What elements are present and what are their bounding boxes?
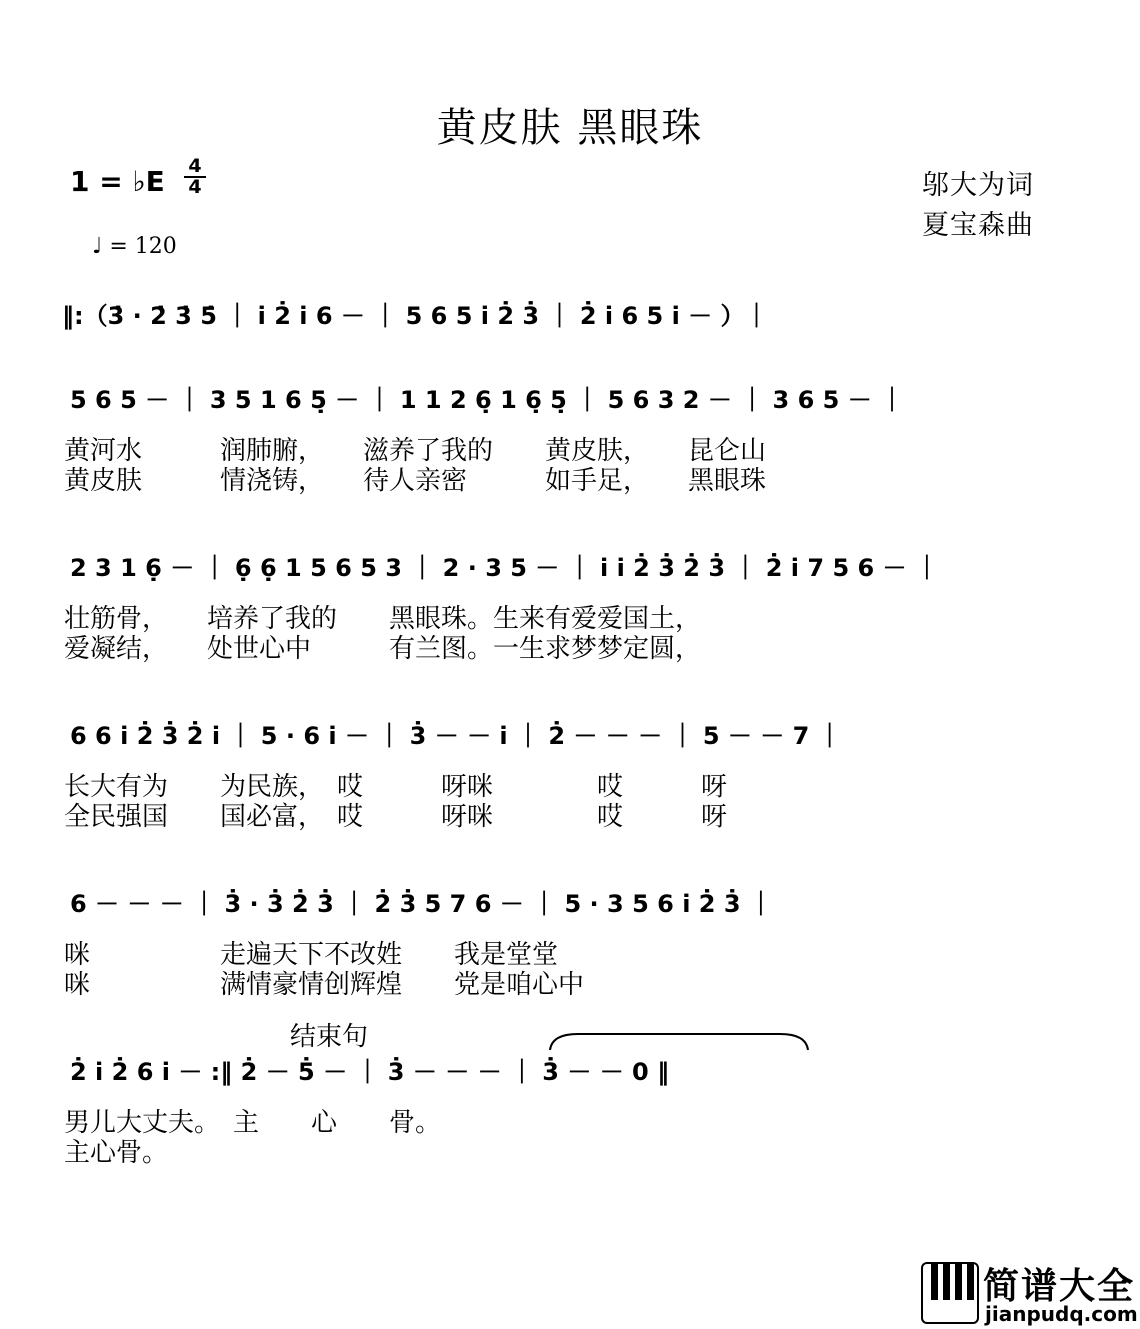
key-text: 1 = ♭E (70, 165, 165, 198)
music-system-2 (70, 380, 1070, 430)
notation-line: 6 6 i̇ 2̇ 3̇ 2̇ i̇ ｜ 5 · 6 i̇ － ｜ 3̇ － － i̇ ｜ 2̇ － － － ｜ 5 － － 7 ｜ (70, 722, 842, 750)
lyric-verse-1: 男儿大丈夫。 主 心 骨。 (64, 1108, 442, 1138)
tempo-marking: ♩ = 120 (92, 234, 177, 259)
time-signature-top: 4 (188, 155, 202, 177)
music-system-1 (62, 296, 1072, 346)
notation-line: 2 3 1 6̣ － ｜ 6̣ 6̣ 1 5 6 5 3 ｜ 2 · 3 5 － ｜ i̇ i̇ 2̇ 3̇ 2̇ 3̇ ｜ 2̇ i̇ 7 5 6 － ｜ (70, 554, 939, 582)
notation-line: 2̇ i̇ 2̇ 6 i̇ － :‖ 2̇ － 5̇ － ｜ 3̇ － － － ｜ 3̇ － － 0 ‖ (70, 1058, 670, 1086)
lyric-verse-1: 黄河水 润肺腑， 滋养了我的 黄皮肤， 昆仑山 (64, 436, 767, 466)
key-signature (70, 165, 165, 198)
notation-line: 6 － － － ｜ 3̇ · 3̇ 2̇ 3̇ ｜ 2̇ 3̇ 5 7 6 － ｜ 5 · 3 5 6 i̇ 2̇ 3̇ ｜ (70, 890, 773, 918)
site-logo (915, 1258, 1140, 1329)
lyric-verse-2: 爱凝结， 处世心中 有兰图。一生求梦梦定圆， (64, 634, 702, 664)
notation-line: 5 6 5 － ｜ 3 5 1 6 5̣ － ｜ 1 1 2 6̣ 1 6̣ 5̣ ｜ 5 6 3 2 － ｜ 3 6 5 － ｜ (70, 386, 905, 414)
lyric-verse-2: 全民强国 国必富， 哎 呀咪 哎 呀 (64, 802, 728, 832)
notation-line: ‖:（3̇ · 2̇ 3̇ 5̇ ｜ i̇ 2̇ i̇ 6 － ｜ 5 6 5 i̇ 2̇ 3̇ ｜ 2̇ i̇ 6 5 i̇ － ）｜ (62, 302, 769, 330)
lyric-verse-2: 黄皮肤 情浇铸， 待人亲密 如手足， 黑眼珠 (64, 466, 767, 496)
music-system-4 (70, 716, 1070, 766)
music-system-6 (70, 1052, 1070, 1102)
tie-arc (548, 1030, 810, 1054)
lyric-verse-2: 咪 满情豪情创辉煌 党是咱心中 (64, 970, 585, 1000)
piano-keys-icon (921, 1262, 979, 1324)
ending-label: 结束句 (290, 1022, 369, 1052)
logo-name: 简谱大全 (983, 1266, 1136, 1307)
lyric-verse-2: 主心骨。 (64, 1138, 169, 1168)
lyricist-credit: 邬大为词 (922, 170, 1034, 201)
logo-url: jianpudq.com (985, 1302, 1138, 1326)
lyric-verse-1: 长大有为 为民族， 哎 呀咪 哎 呀 (64, 772, 728, 802)
lyric-verse-1: 咪 走遍天下不改姓 我是堂堂 (64, 940, 559, 970)
time-signature-bottom: 4 (188, 176, 202, 198)
composer-credit: 夏宝森曲 (922, 210, 1034, 241)
song-title: 黄皮肤 黑眼珠 (436, 105, 704, 151)
time-signature (184, 155, 206, 198)
music-system-3 (70, 548, 1070, 598)
music-system-5 (70, 884, 1070, 934)
lyric-verse-1: 壮筋骨， 培养了我的 黑眼珠。生来有爱爱国土， (64, 604, 702, 634)
